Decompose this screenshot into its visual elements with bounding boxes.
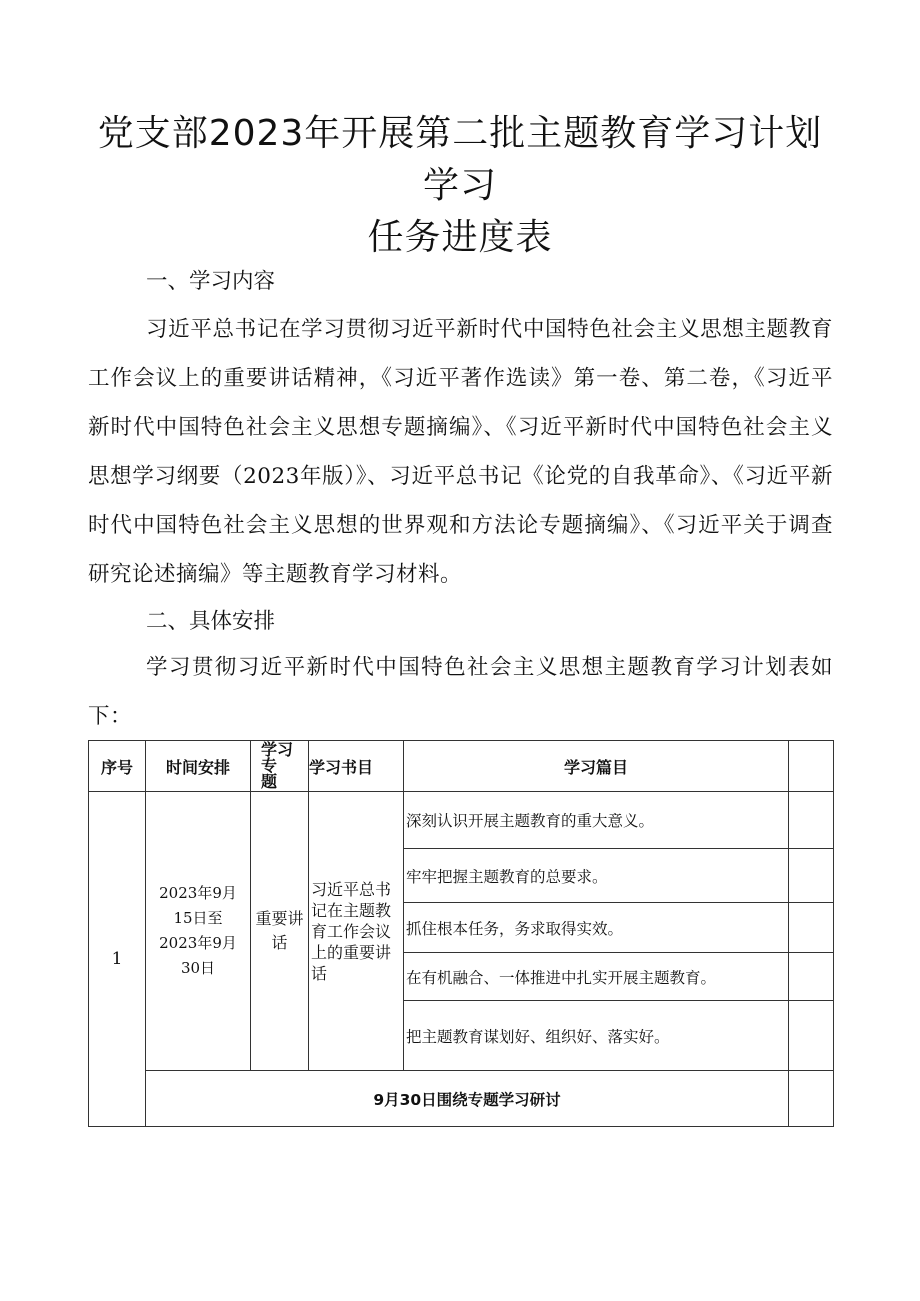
section-2-heading: 二、具体安排 xyxy=(146,609,276,634)
table-header-row xyxy=(89,741,834,792)
study-plan-table xyxy=(88,740,834,1127)
summary-cell: 9月30日围绕专题学习研讨 xyxy=(146,1071,789,1127)
header-subject xyxy=(251,741,309,792)
document-title xyxy=(90,108,830,264)
extra-cell xyxy=(789,849,834,903)
header-time: 时间安排 xyxy=(146,741,251,792)
header-subject-line-2: 专 题 xyxy=(261,756,294,791)
chapter-item: 把主题教育谋划好、组织好、落实好。 xyxy=(404,1001,789,1071)
extra-cell xyxy=(789,903,834,953)
title-line-1: 党支部2023年开展第二批主题教育学习计划学习 xyxy=(97,113,823,206)
header-no: 序号 xyxy=(89,741,146,792)
extra-cell xyxy=(789,792,834,849)
row-book: 习近平总书记在主题教育工作会议上的重要讲话 xyxy=(309,792,404,1071)
header-chapter: 学习篇目 xyxy=(404,741,789,792)
time-line-1: 2023年9月 xyxy=(159,884,237,902)
table-row xyxy=(89,792,834,849)
section-2-body: 学习贯彻习近平新时代中国特色社会主义思想主题教育学习计划表如下： xyxy=(88,655,833,729)
row-number: 1 xyxy=(89,792,146,1127)
header-subject-line-1: 学习 xyxy=(261,740,294,759)
header-extra xyxy=(789,741,834,792)
extra-cell xyxy=(789,1001,834,1071)
section-1-heading: 一、学习内容 xyxy=(146,269,276,294)
row-topic: 重要讲话 xyxy=(251,792,309,1071)
section-1-body: 习近平总书记在学习贯彻习近平新时代中国特色社会主义思想主题教育工作会议上的重要讲话精神，《习近平著作选读》第一卷、第二卷，《习近平新时代中国特色社会主义思想专题摘编》、《习近平新时代中国特色社会主义思想学习纲要（2023年版）》、习近平总书记《论党的自我革命》、《习近平新时代中国特色社会主义思想的世界观和方法论专题摘编》、《习近平关于调查研究论述摘编》等主题教育学习材料。 xyxy=(88,317,833,587)
chapter-item: 深刻认识开展主题教育的重大意义。 xyxy=(404,792,789,849)
extra-cell xyxy=(789,1071,834,1127)
time-line-2: 15日至 xyxy=(173,909,223,927)
chapter-item: 抓住根本任务，务求取得实效。 xyxy=(404,903,789,953)
title-line-2: 任务进度表 xyxy=(367,217,553,258)
header-book: 学习书目 xyxy=(309,741,404,792)
extra-cell xyxy=(789,953,834,1001)
time-line-4: 30日 xyxy=(180,959,216,977)
chapter-item: 牢牢把握主题教育的总要求。 xyxy=(404,849,789,903)
row-time xyxy=(146,792,251,1071)
chapter-item: 在有机融合、一体推进中扎实开展主题教育。 xyxy=(404,953,789,1001)
summary-row xyxy=(89,1071,834,1127)
time-line-3: 2023年9月 xyxy=(159,934,237,952)
